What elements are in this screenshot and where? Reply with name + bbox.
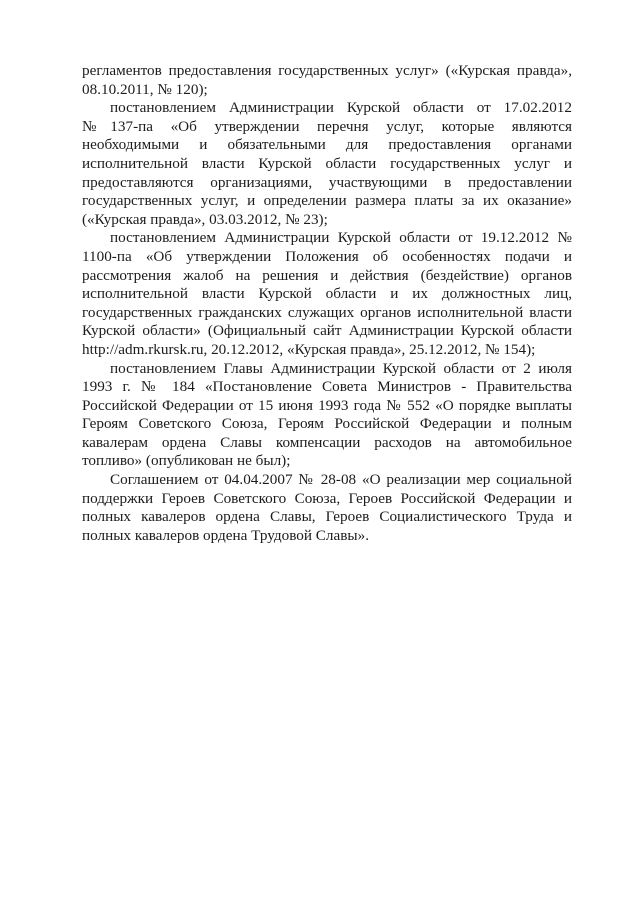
paragraph-regulations-continuation: регламентов предоставления государственных услуг» («Курская правда», 08.10.2011, № 120);: [82, 62, 572, 98]
paragraph-resolution-137-pa: постановлением Администрации Курской области от 17.02.2012 №137-па «Об утверждении перечня услуг, которые являются необходимыми и обязательными для предоставления органами исполнительной власти Курской области государственных услуг и предоставляются организациями, участвующими в предоставлении государственных услуг, и определении размера платы за их оказание» («Курская правда», 03.03.2012, № 23);: [82, 99, 572, 228]
paragraph-resolution-184: постановлением Главы Администрации Курской области от 2 июля 1993 г. № 184 «Постановление Совета Министров - Правительства Российской Федерации от 15 июня 1993 года № 552 «О порядке выплаты Героям Советского Союза, Героям Российской Федерации и полным кавалерам ордена Славы компенсации расходов на автомобильное топливо» (опубликован не был);: [82, 359, 572, 470]
paragraph-agreement-28-08: Соглашением от 04.04.2007 № 28-08 «О реализации мер социальной поддержки Героев Советского Союза, Героев Российской Федерации и полных кавалеров ордена Славы, Героев Социалистического Труда и полных кавалеров ордена Трудовой Славы».: [82, 471, 572, 544]
paragraph-resolution-1100-pa: постановлением Администрации Курской области от 19.12.2012 № 1100-па «Об утверждении Положения об особенностях подачи и рассмотрения жалоб на решения и действия (бездействие) органов исполнительной власти Курской области и их должностных лиц, государственных гражданских служащих органов исполнительной власти Курской области» (Официальный сайт Администрации Курской области http://adm.rkursk.ru, 20.12.2012, «Курская правда», 25.12.2012, № 154);: [82, 229, 572, 358]
document-body: [82, 62, 572, 545]
